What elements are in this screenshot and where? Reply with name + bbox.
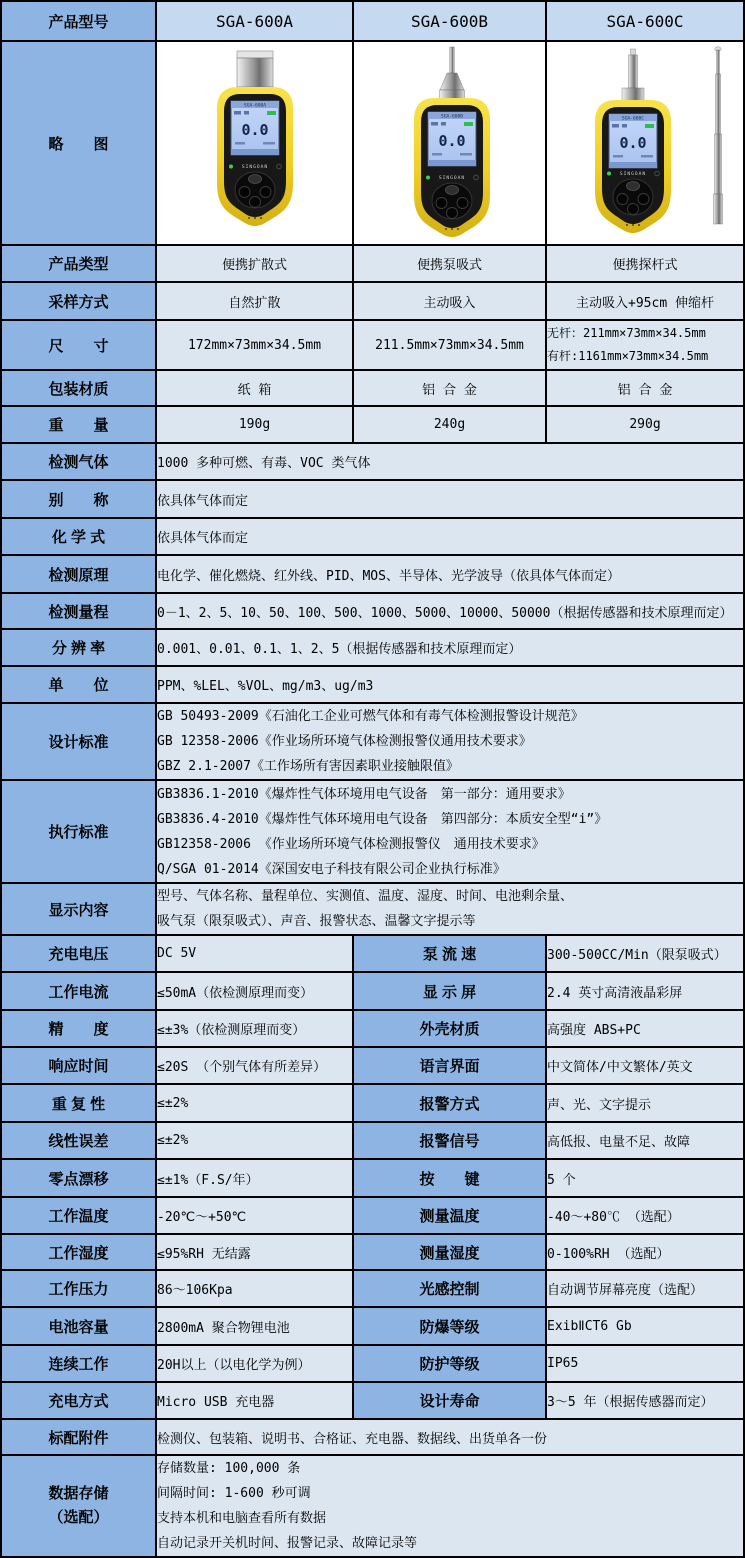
row-value: 依具体气体而定 [156, 518, 744, 555]
battery-icon [267, 111, 276, 115]
enter-button [447, 208, 458, 219]
enter-button [250, 197, 261, 208]
row-label: 检测量程 [1, 593, 156, 629]
telescopic-rod [714, 47, 723, 224]
row-label: 充电方式 [1, 1382, 156, 1419]
row-label: 分 辨 率 [1, 629, 156, 666]
row-label: 零点漂移 [1, 1159, 156, 1197]
row-value: 纸 箱 [156, 370, 353, 406]
row-value-line: GB 50493-2009《石油化工企业可燃气体和有毒气体检测报警设计规范》 [157, 709, 584, 724]
row-value-line: GB3836.1-2010《爆炸性气体环境用电气设备 第一部分：通用要求》 [157, 786, 571, 802]
device-lcd-screen [231, 101, 279, 155]
spec-row [1, 1197, 744, 1234]
row-label: 精 度 [1, 1010, 156, 1047]
row-label: 防爆等级 [353, 1307, 546, 1345]
spec-label-sketch: 略 图 [1, 41, 156, 245]
device-illustration-sga-600c [547, 42, 744, 239]
row-value-line: GB3836.4-2010《爆炸性气体环境用电气设备 第四部分：本质安全型“i”》 [157, 811, 608, 827]
spec-row [1, 1234, 744, 1270]
spec-row [1, 1047, 744, 1084]
row-value: 190g [156, 406, 353, 443]
row-label: 重 量 [1, 406, 156, 443]
row-value: -20℃～+50℃ [156, 1197, 353, 1234]
row-value: 便携泵吸式 [353, 245, 546, 282]
row-label: 工作电流 [1, 972, 156, 1010]
row-value-line: Q/SGA 01-2014《深国安电子科技有限公司企业执行标准》 [157, 861, 506, 877]
button-pad [235, 172, 275, 208]
row-value: 1000 多种可燃、有毒、VOC 类气体 [156, 443, 744, 480]
row-label: 响应时间 [1, 1047, 156, 1084]
row-label: 按 键 [353, 1159, 546, 1197]
row-label: 报警信号 [353, 1122, 546, 1159]
spec-row [1, 320, 744, 370]
device-lcd-screen [428, 112, 476, 166]
row-value: 便携扩散式 [156, 245, 353, 282]
spec-row [1, 1122, 744, 1159]
spec-row [1, 780, 744, 883]
row-value: 自然扩散 [156, 282, 353, 320]
row-label: 工作温度 [1, 1197, 156, 1234]
row-label: 设计标准 [1, 703, 156, 780]
status-led [607, 172, 611, 176]
row-label: 充电电压 [1, 935, 156, 972]
spec-row [1, 883, 744, 935]
left-button [617, 194, 628, 205]
spec-row [1, 1084, 744, 1122]
spec-row [1, 1010, 744, 1047]
brand-label: SINGOAN [619, 172, 647, 177]
row-label: 采样方式 [1, 282, 156, 320]
row-label: 显 示 屏 [353, 972, 546, 1010]
spec-row [1, 406, 744, 443]
row-value-multiline [156, 883, 744, 935]
spec-row [1, 480, 744, 518]
row-value: ≤±3%（依检测原理而变） [156, 1010, 353, 1047]
row-label: 防护等级 [353, 1345, 546, 1382]
row-value-multiline [156, 1455, 744, 1557]
model-header-cell: SGA-600B [353, 1, 546, 41]
row-label-line: （选配） [48, 1509, 109, 1526]
spec-row [1, 1455, 744, 1557]
row-value-line: 存储数量: 100,000 条 [157, 1461, 301, 1476]
spec-row [1, 935, 744, 972]
row-value: 240g [353, 406, 546, 443]
spec-row [1, 593, 744, 629]
row-value: 0－1、2、5、10、50、100、500、1000、5000、10000、50000（根据传感器和技术原理而定） [156, 593, 744, 629]
row-label: 尺 寸 [1, 320, 156, 370]
row-value: 3～5 年（根据传感器而定） [546, 1382, 744, 1419]
row-value: ≤50mA（依检测原理而变） [156, 972, 353, 1010]
row-value: 211.5mm×73mm×34.5mm [353, 320, 546, 370]
row-value: Micro USB 充电器 [156, 1382, 353, 1419]
row-value: ExibⅡCT6 Gb [546, 1307, 744, 1345]
row-label: 泵 流 速 [353, 935, 546, 972]
row-value: ≤20S （个别气体有所差异） [156, 1047, 353, 1084]
row-label [1, 1455, 156, 1557]
row-value: ≤±2% [156, 1122, 353, 1159]
right-button [260, 187, 271, 198]
row-value: 电化学、催化燃烧、红外线、PID、MOS、半导体、光学波导（依具体气体而定） [156, 555, 744, 593]
spec-row [1, 1307, 744, 1345]
row-value: IP65 [546, 1345, 744, 1382]
spec-row [1, 1159, 744, 1197]
left-button [436, 198, 447, 209]
row-label: 单 位 [1, 666, 156, 703]
spec-row [1, 972, 744, 1010]
spec-row [1, 666, 744, 703]
row-label: 化 学 式 [1, 518, 156, 555]
row-label: 重 复 性 [1, 1084, 156, 1122]
right-button [457, 198, 468, 209]
device-illustration-sga-600b [354, 42, 551, 239]
row-value: 290g [546, 406, 744, 443]
row-label: 线性误差 [1, 1122, 156, 1159]
row-value: 0-100%RH （选配） [546, 1234, 744, 1270]
row-value: DC 5V [156, 935, 353, 972]
spec-row [1, 370, 744, 406]
row-value-multiline [546, 320, 744, 370]
brand-label: SINGOAN [241, 165, 269, 170]
spec-row [1, 1345, 744, 1382]
row-value: PPM、%LEL、%VOL、mg/m3、ug/m3 [156, 666, 744, 703]
row-value-line: 吸气泵（限泵吸式）、声音、报警状态、温馨文字提示等 [157, 914, 476, 929]
spec-row [1, 555, 744, 593]
spec-row [1, 1270, 744, 1307]
row-label: 电池容量 [1, 1307, 156, 1345]
row-label: 标配附件 [1, 1419, 156, 1455]
screen-model-label: SGA-600A [243, 103, 267, 109]
row-label: 设计寿命 [353, 1382, 546, 1419]
dimension-line: 有杆:1161mm×73mm×34.5mm [547, 349, 709, 363]
row-value: 自动调节屏幕亮度（选配） [546, 1270, 744, 1307]
row-label: 光感控制 [353, 1270, 546, 1307]
spec-table-body [1, 1, 744, 1557]
sketch-cell [156, 41, 353, 245]
row-value: 主动吸入 [353, 282, 546, 320]
row-label-line: 数据存储 [48, 1485, 109, 1502]
screen-reading: 0.0 [241, 121, 269, 139]
row-value-line: GB12358-2006 《作业场所环境气体检测报警仪 通用技术要求》 [157, 836, 545, 852]
row-label: 语言界面 [353, 1047, 546, 1084]
sketch-cell [546, 41, 744, 245]
row-value: 20H以上（以电化学为例） [156, 1345, 353, 1382]
row-label: 工作压力 [1, 1270, 156, 1307]
row-value: ≤±2% [156, 1084, 353, 1122]
screen-model-label: SGA-600C [621, 116, 645, 122]
row-label: 报警方式 [353, 1084, 546, 1122]
row-value: ≤±1%（F.S/年） [156, 1159, 353, 1197]
menu-button [627, 182, 640, 191]
row-value-line: 自动记录开关机时间、报警记录、故障记录等 [157, 1536, 418, 1551]
spec-header-row [1, 1, 744, 41]
row-label: 工作湿度 [1, 1234, 156, 1270]
row-value: 高强度 ABS+PC [546, 1010, 744, 1047]
device-illustration-sga-600a [157, 42, 354, 239]
row-value: ≤95%RH 无结露 [156, 1234, 353, 1270]
row-value: -40～+80℃ （选配） [546, 1197, 744, 1234]
row-value-line: 支持本机和电脑查看所有数据 [157, 1511, 327, 1526]
right-button [638, 194, 649, 205]
row-value-multiline [156, 703, 744, 780]
left-button [239, 187, 250, 198]
model-header-cell: SGA-600A [156, 1, 353, 41]
row-value: 检测仪、包装箱、说明书、合格证、充电器、数据线、出货单各一份 [156, 1419, 744, 1455]
sketch-cell [353, 41, 546, 245]
row-label: 外壳材质 [353, 1010, 546, 1047]
model-header-cell: SGA-600C [546, 1, 744, 41]
row-value: 铝 合 金 [546, 370, 744, 406]
row-label: 测量湿度 [353, 1234, 546, 1270]
button-pad [613, 179, 653, 215]
spec-row [1, 629, 744, 666]
sensor-probe-thin [440, 47, 465, 99]
row-value: 高低报、电量不足、故障 [546, 1122, 744, 1159]
row-value: 声、光、文字提示 [546, 1084, 744, 1122]
row-value: 172mm×73mm×34.5mm [156, 320, 353, 370]
row-label: 检测气体 [1, 443, 156, 480]
row-value: 便携探杆式 [546, 245, 744, 282]
row-label: 产品类型 [1, 245, 156, 282]
row-value-line: GBZ 2.1-2007《工作场所有害因素职业接触限值》 [157, 759, 459, 774]
row-value: 5 个 [546, 1159, 744, 1197]
spec-row [1, 443, 744, 480]
screen-reading: 0.0 [619, 134, 647, 152]
row-value: 2.4 英寸高清液晶彩屏 [546, 972, 744, 1010]
row-label: 别 称 [1, 480, 156, 518]
spec-row [1, 1382, 744, 1419]
menu-button [249, 175, 262, 184]
row-value: 86～106Kpa [156, 1270, 353, 1307]
brand-label: SINGOAN [438, 176, 466, 181]
sensor-probe-tube [622, 49, 644, 101]
spec-row [1, 282, 744, 320]
row-label: 执行标准 [1, 780, 156, 883]
status-led [426, 176, 430, 180]
row-value: 中文简体/中文繁体/英文 [546, 1047, 744, 1084]
row-label: 测量温度 [353, 1197, 546, 1234]
row-value: 主动吸入+95cm 伸缩杆 [546, 282, 744, 320]
row-value-line: 型号、气体名称、量程单位、实测值、温度、湿度、时间、电池剩余量、 [157, 889, 574, 904]
screen-reading: 0.0 [438, 132, 466, 150]
row-label: 检测原理 [1, 555, 156, 593]
dimension-line: 无杆：211mm×73mm×34.5mm [547, 326, 706, 340]
row-value: 铝 合 金 [353, 370, 546, 406]
enter-button [628, 204, 639, 215]
spec-label-product-model: 产品型号 [1, 1, 156, 41]
device-lcd-screen [609, 114, 657, 168]
row-label: 包装材质 [1, 370, 156, 406]
row-label: 连续工作 [1, 1345, 156, 1382]
row-value: 依具体气体而定 [156, 480, 744, 518]
battery-icon [645, 124, 654, 128]
spec-row [1, 245, 744, 282]
battery-icon [464, 122, 473, 126]
button-pad [432, 183, 472, 219]
row-value-line: GB 12358-2006《作业场所环境气体检测报警仪通用技术要求》 [157, 734, 532, 749]
spec-row [1, 703, 744, 780]
sensor-head-cylinder [237, 51, 273, 87]
sketch-row [1, 41, 744, 245]
row-value-multiline [156, 780, 744, 883]
row-value: 300-500CC/Min（限泵吸式） [546, 935, 744, 972]
row-label: 显示内容 [1, 883, 156, 935]
row-value: 2800mA 聚合物锂电池 [156, 1307, 353, 1345]
row-value-line: 间隔时间: 1-600 秒可调 [157, 1486, 311, 1501]
screen-model-label: SGA-600B [440, 114, 464, 120]
spec-row [1, 518, 744, 555]
spec-row [1, 1419, 744, 1455]
menu-button [446, 186, 459, 195]
status-led [229, 165, 233, 169]
row-value: 0.001、0.01、0.1、1、2、5（根据传感器和技术原理而定） [156, 629, 744, 666]
